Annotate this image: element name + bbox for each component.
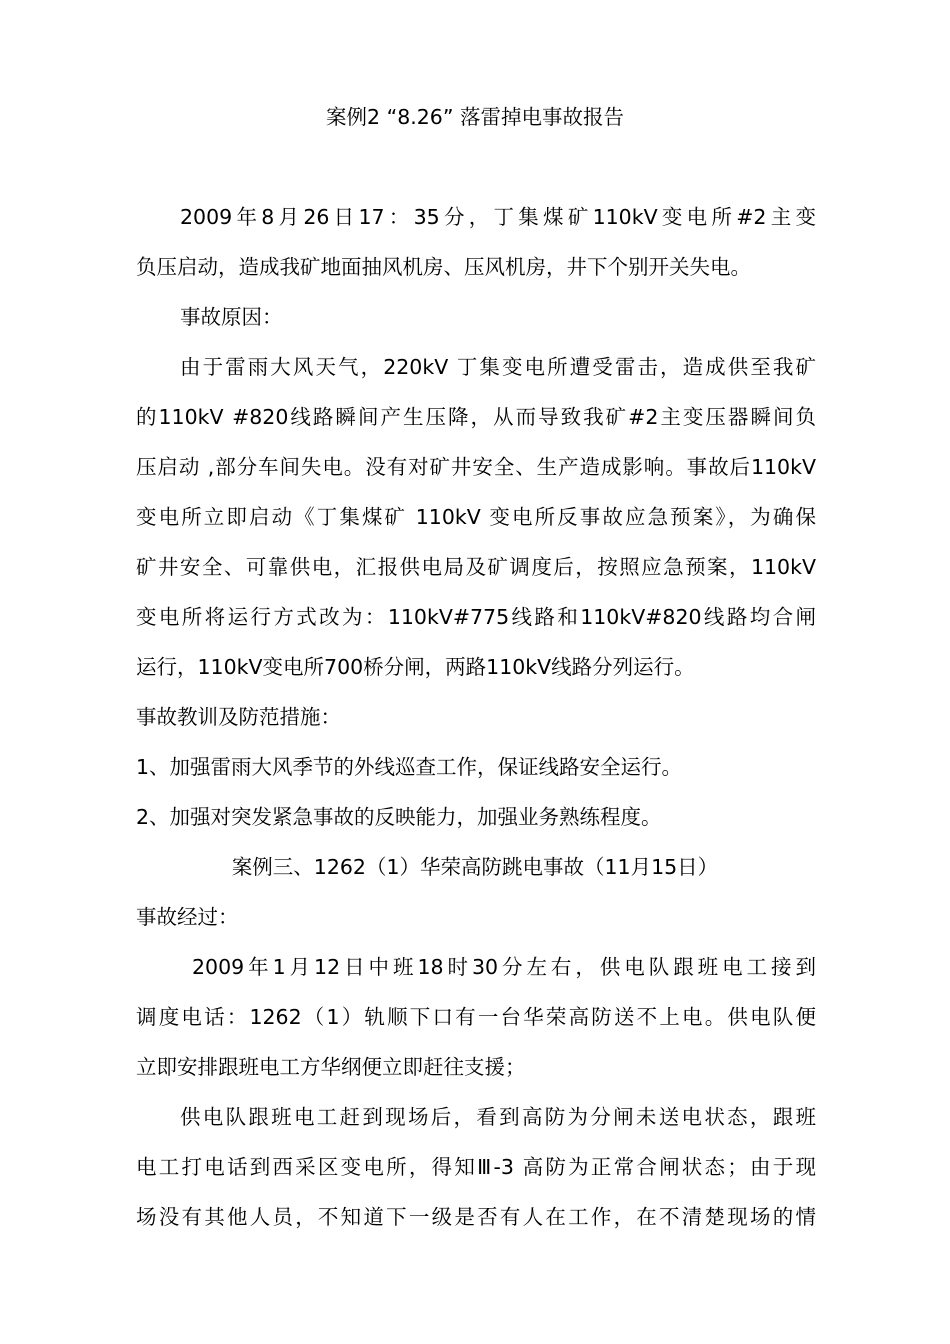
list-item: 2、加强对突发紧急事故的反映能力，加强业务熟练程度。	[136, 805, 662, 829]
paragraph-line: 压启动 ,部分车间失电。没有对矿井安全、生产造成影响。事故后110kV	[136, 455, 816, 479]
paragraph-line: 2009年8月26日17：35分，丁集煤矿110kV变电所#2主变	[180, 205, 816, 229]
paragraph-line: 场没有其他人员，不知道下一级是否有人在工作，在不清楚现场的情	[136, 1205, 816, 1229]
paragraph-line: 由于雷雨大风天气，220kV 丁集变电所遭受雷击，造成供至我矿	[180, 355, 816, 379]
paragraph-line: 调度电话：1262（1）轨顺下口有一台华荣高防送不上电。供电队便	[136, 1005, 816, 1029]
section-heading-cause: 事故原因：	[180, 305, 283, 329]
report-title: 案例2 “8.26” 落雷掉电事故报告	[326, 105, 624, 129]
paragraph-line: 的110kV #820线路瞬间产生压降，从而导致我矿#2主变压器瞬间负	[136, 405, 816, 429]
case3-heading: 案例三、1262（1）华荣高防跳电事故（11月15日）	[231, 855, 719, 879]
paragraph-line: 负压启动，造成我矿地面抽风机房、压风机房，井下个别开关失电。	[136, 255, 751, 279]
section-heading-lessons: 事故教训及防范措施：	[136, 705, 341, 729]
paragraph-line: 变电所立即启动《丁集煤矿 110kV 变电所反事故应急预案》，为确保	[136, 505, 816, 529]
section-heading-process: 事故经过：	[136, 905, 239, 929]
paragraph-line: 变电所将运行方式改为：110kV#775线路和110kV#820线路均合闸	[136, 605, 816, 629]
paragraph-line: 立即安排跟班电工方华纲便立即赶往支援；	[136, 1055, 526, 1079]
paragraph-line: 电工打电话到西采区变电所，得知Ⅲ-3 高防为正常合闸状态；由于现	[136, 1155, 816, 1179]
paragraph-line: 供电队跟班电工赶到现场后，看到高防为分闸未送电状态，跟班	[180, 1105, 816, 1129]
list-item: 1、加强雷雨大风季节的外线巡查工作，保证线路安全运行。	[136, 755, 683, 779]
paragraph-line: 矿井安全、可靠供电，汇报供电局及矿调度后，按照应急预案，110kV	[136, 555, 816, 579]
paragraph-line: 2009年1月12日中班18时30分左右，供电队跟班电工接到	[192, 955, 816, 979]
paragraph-line: 运行，110kV变电所700桥分闸，两路110kV线路分列运行。	[136, 655, 695, 679]
